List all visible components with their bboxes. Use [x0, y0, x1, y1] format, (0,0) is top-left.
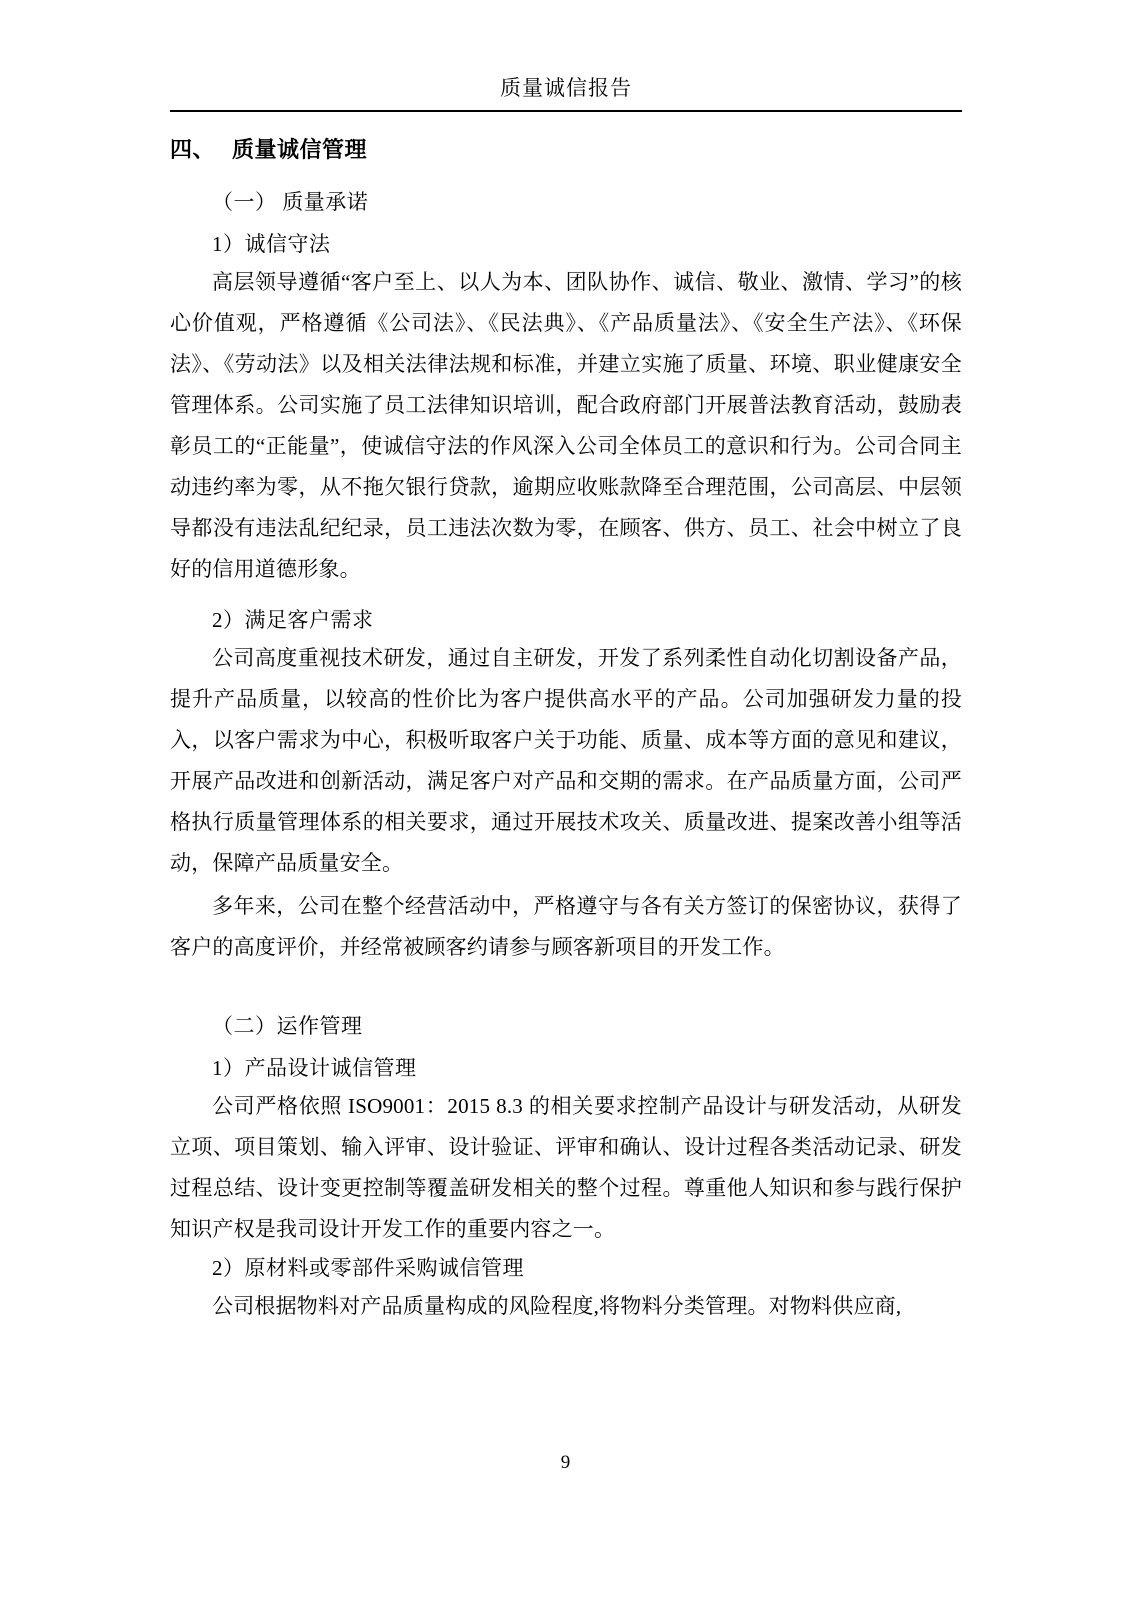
paragraph: 多年来，公司在整个经营活动中，严格遵守与各有关方签订的保密协议，获得了客户的高度评价，并经常被顾客约请参与顾客新项目的开发工作。	[170, 894, 962, 959]
item-heading-1-2: 2）满足客户需求	[212, 608, 374, 632]
paragraph: 公司高度重视技术研发，通过自主研发，开发了系列柔性自动化切割设备产品，提升产品质量，以较高的性价比为客户提供高水平的产品。公司加强研发力量的投入，以客户需求为中心，积极听取客户关于功能、质量、成本等方面的意见和建议，开展产品改进和创新活动，满足客户对产品和交期的需求。在产品质量方面，公司严格执行质量管理体系的相关要求，通过开展技术攻关、质量改进、提案改善小组等活动，保障产品质量安全。	[170, 646, 962, 875]
page-header-title: 质量诚信报告	[500, 76, 632, 100]
section-title: 质量诚信管理	[232, 137, 368, 162]
spacer	[170, 592, 962, 604]
subsection-heading-1: （一） 质量承诺	[212, 190, 369, 214]
item-heading-2-2: 2）原材料或零部件采购诚信管理	[212, 1256, 524, 1280]
header-divider	[170, 110, 962, 112]
paragraph: 公司根据物料对产品质量构成的风险程度,将物料分类管理。对物料供应商,	[212, 1294, 902, 1318]
page-number: 9	[560, 1452, 571, 1473]
item-heading-1-1: 1）诚信守法	[212, 232, 331, 256]
subsection-heading-2: （二）运作管理	[212, 1014, 363, 1038]
document-content	[170, 133, 962, 1329]
item-heading-2-1: 1）产品设计诚信管理	[212, 1056, 417, 1080]
section-heading	[170, 133, 962, 164]
spacer	[170, 970, 962, 1010]
paragraph: 高层领导遵循“客户至上、以人为本、团队协作、诚信、敬业、激情、学习”的核心价值观，严格遵循《公司法》、《民法典》、《产品质量法》、《安全生产法》、《环保法》、《劳动法》以及相关法律法规和标准，并建立实施了质量、环境、职业健康安全管理体系。公司实施了员工法律知识培训，配合政府部门开展普法教育活动，鼓励表彰员工的“正能量”，使诚信守法的作风深入公司全体员工的意识和行为。公司合同主动违约率为零，从不拖欠银行贷款，逾期应收账款降至合理范围，公司高层、中层领导都没有违法乱纪纪录，员工违法次数为零，在顾客、供方、员工、社会中树立了良好的信用道德形象。	[170, 270, 962, 581]
section-number: 四、	[170, 137, 216, 162]
paragraph: 公司严格依照 ISO9001：2015 8.3 的相关要求控制产品设计与研发活动，从研发立项、项目策划、输入评审、设计验证、评审和确认、设计过程各类活动记录、研发过程总结、设计变更控制等覆盖研发相关的整个过程。尊重他人知识和参与践行保护知识产权是我司设计开发工作的重要内容之一。	[170, 1094, 962, 1241]
